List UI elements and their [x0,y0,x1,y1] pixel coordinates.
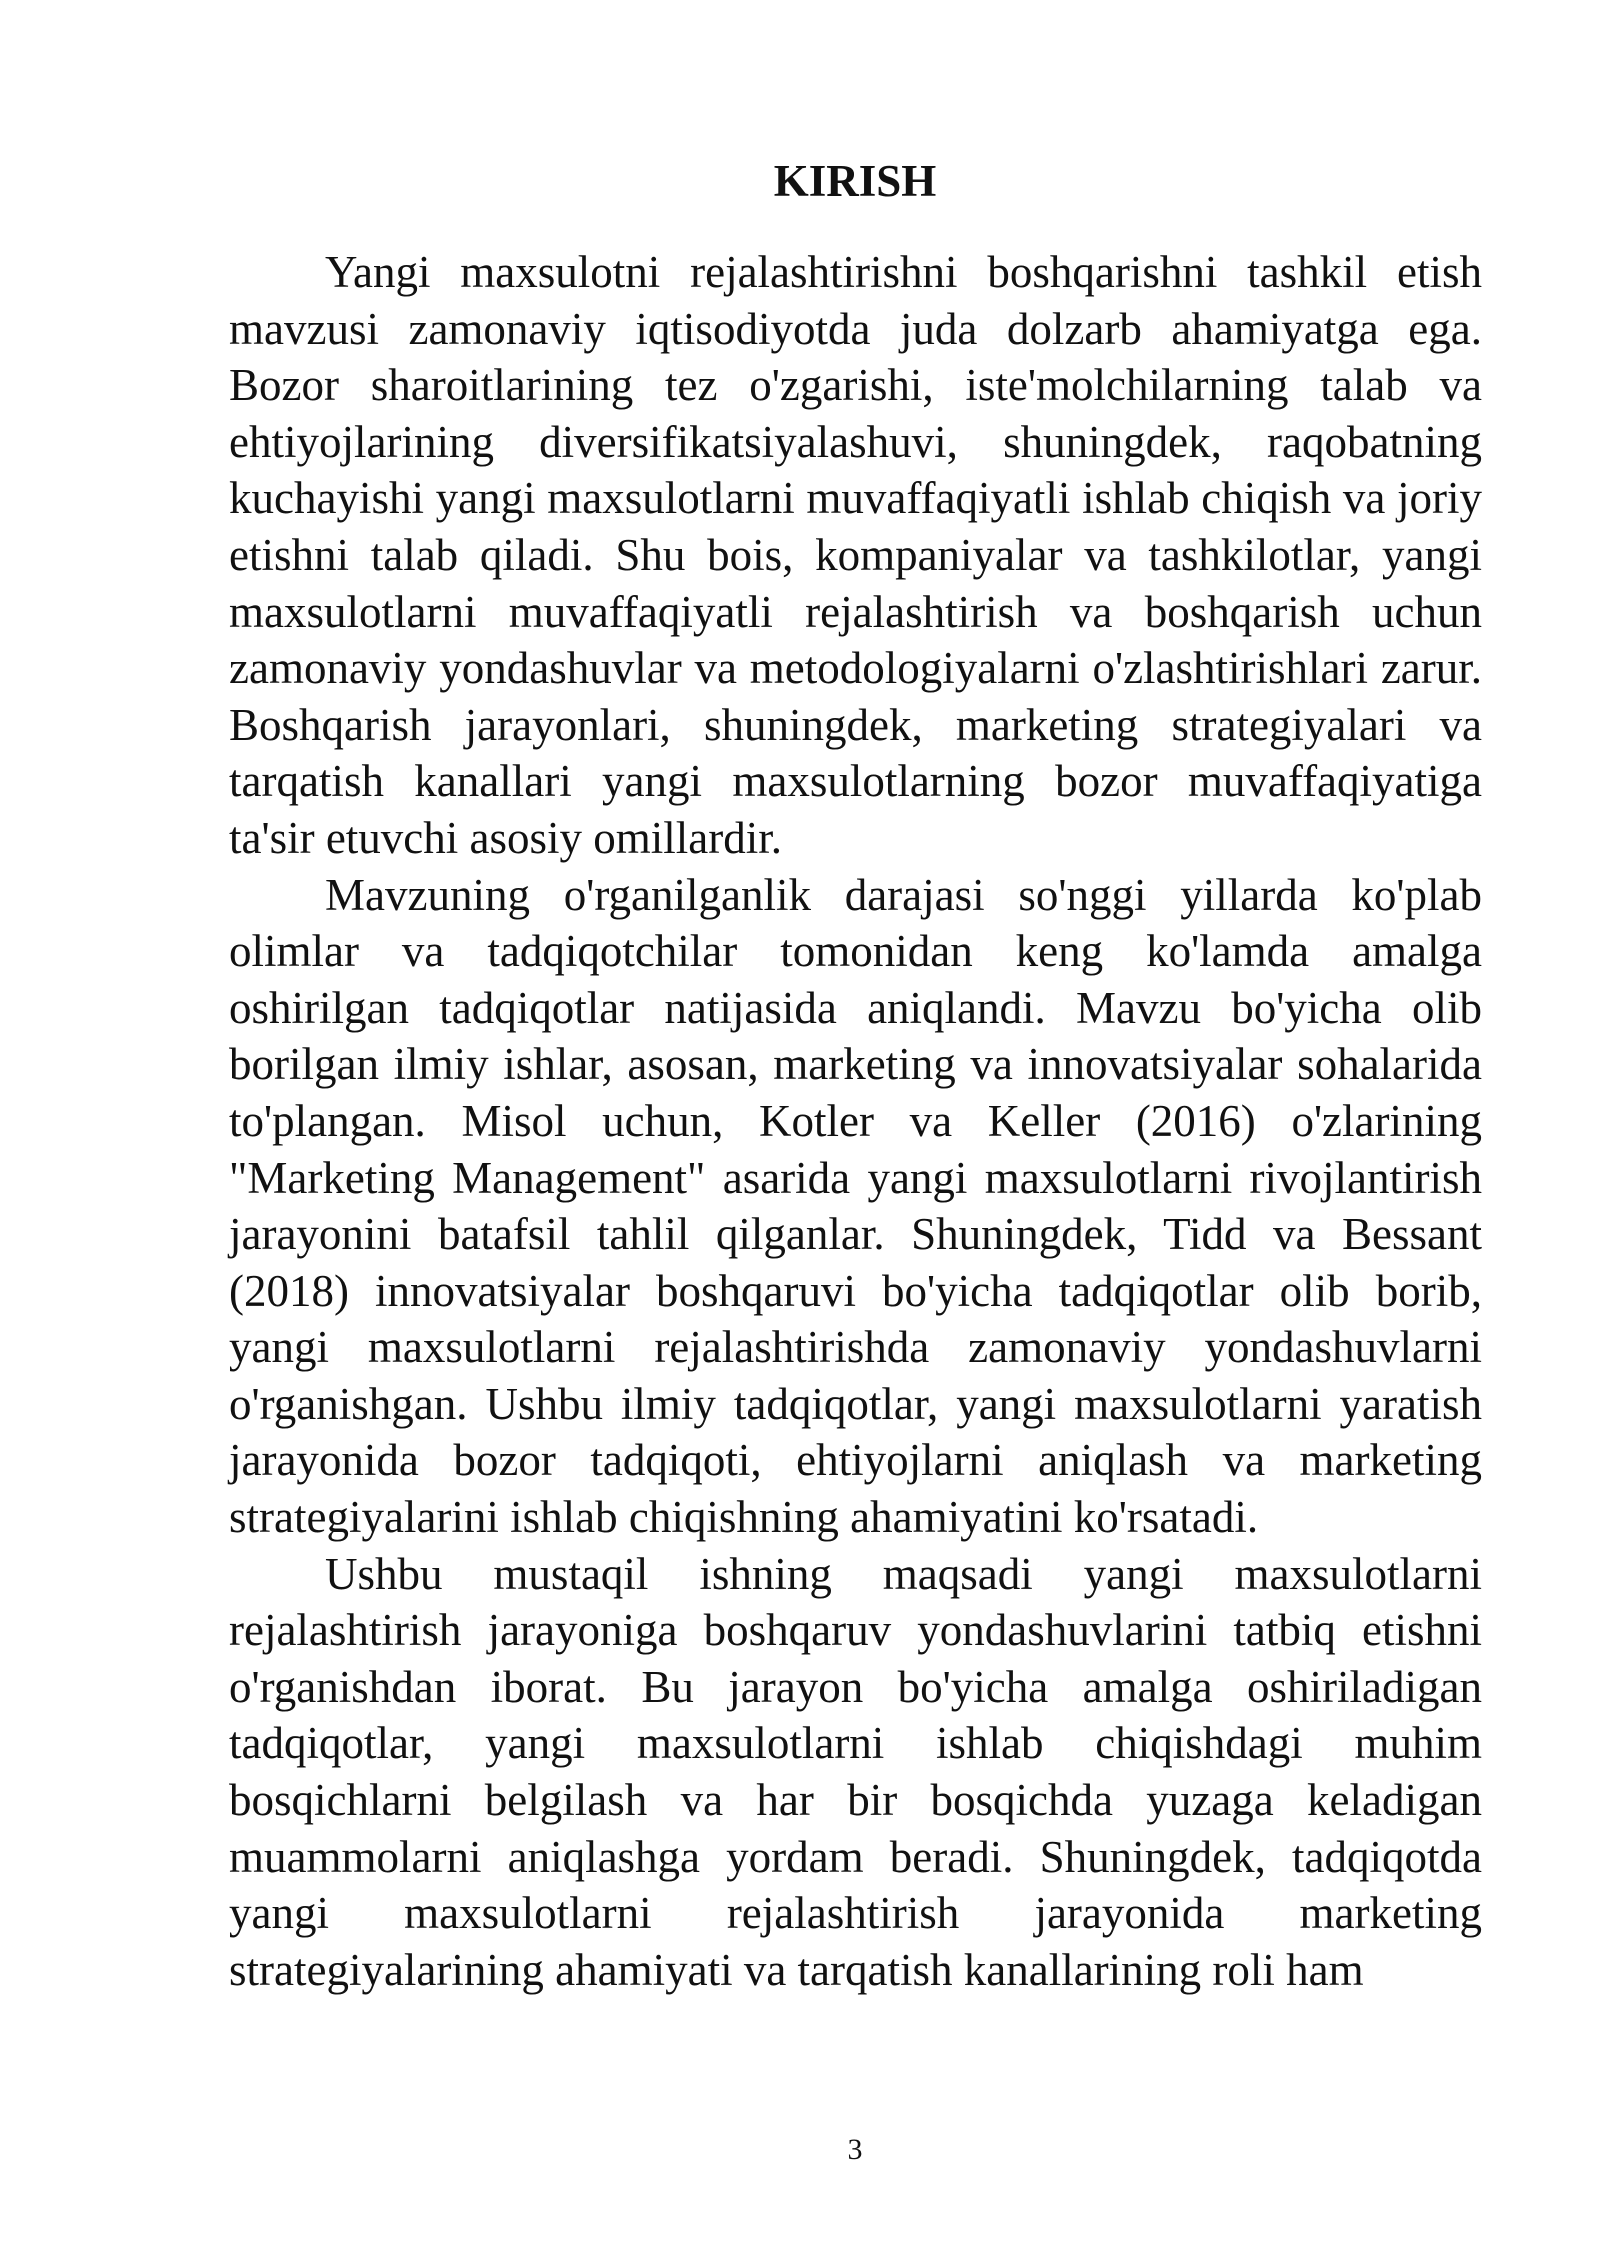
paragraph-1: Yangi maxsulotni rejalashtirishni boshqarishni tashkil etish mavzusi zamonaviy iqtisodiyotda juda dolzarb ahamiyatga ega. Bozor sharoitlarining tez o'zgarishi, iste'molchilarning talab va ehtiyojlarining diversifikatsiyalashuvi, shuningdek, raqobatning kuchayishi yangi maxsulotlarni muvaffaqiyatli ishlab chiqish va joriy etishni talab qiladi. Shu bois, kompaniyalar va tashkilotlar, yangi maxsulotlarni muvaffaqiyatli rejalashtirish va boshqarish uchun zamonaviy yondashuvlar va metodologiyalarni o'zlashtirishlari zarur. Boshqarish jarayonlari, shuningdek, marketing strategiyalari va tarqatish kanallari yangi maxsulotlarning bozor muvaffaqiyatiga ta'sir etuvchi asosiy omillardir. [229,247,1482,863]
paragraph-3: Ushbu mustaqil ishning maqsadi yangi maxsulotlarni rejalashtirish jarayoniga boshqaruv yondashuvlarini tatbiq etishni o'rganishdan iborat. Bu jarayon bo'yicha amalga oshiriladigan tadqiqotlar, yangi maxsulotlarni ishlab chiqishdagi muhim bosqichlarni belgilash va har bir bosqichda yuzaga keladigan muammolarni aniqlashga yordam beradi. Shuningdek, tadqiqotda yangi maxsulotlarni rejalashtirish jarayonida marketing strategiyalarining ahamiyati va tarqatish kanallarining roli ham [229,1548,1482,1995]
body-text [229,244,1482,1998]
paragraph-2: Mavzuning o'rganilganlik darajasi so'nggi yillarda ko'plab olimlar va tadqiqotchilar tomonidan keng ko'lamda amalga oshirilgan tadqiqotlar natijasida aniqlandi. Mavzu bo'yicha olib borilgan ilmiy ishlar, asosan, marketing va innovatsiyalar sohalarida to'plangan. Misol uchun, Kotler va Keller (2016) o'zlarining "Marketing Management" asarida yangi maxsulotlarni rivojlantirish jarayonini batafsil tahlil qilganlar. Shuningdek, Tidd va Bessant (2018) innovatsiyalar boshqaruvi bo'yicha tadqiqotlar olib borib, yangi maxsulotlarni rejalashtirishda zamonaviy yondashuvlarni o'rganishgan. Ushbu ilmiy tadqiqotlar, yangi maxsulotlarni yaratish jarayonida bozor tadqiqoti, ehtiyojlarni aniqlash va marketing strategiyalarini ishlab chiqishning ahamiyatini ko'rsatadi. [229,869,1482,1543]
section-heading: KIRISH [773,156,937,206]
page-number: 3 [847,2133,863,2166]
